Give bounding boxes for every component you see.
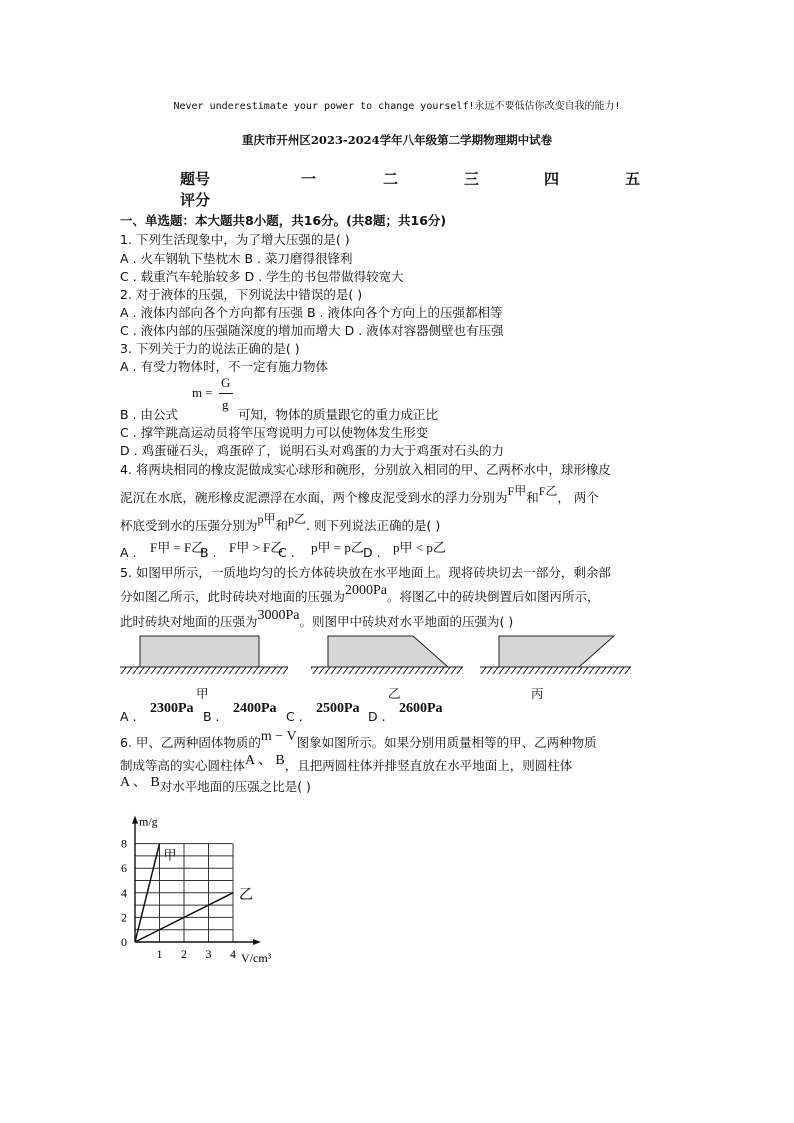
q3-option-c: C . 撑竿跳高运动员将竿压弯说明力可以使物体发生形变 — [120, 425, 429, 440]
q4-line3-prefix: 杯底受到水的压强分别为 — [120, 518, 258, 533]
section-heading: 一、单选题：本大题共8小题，共16分。(共8题；共16分) — [120, 213, 447, 228]
x-axis-arrow — [253, 939, 261, 945]
q5-line2 — [120, 583, 600, 606]
q4-and2: 和 — [275, 518, 289, 533]
q2-options-cd: C . 液体内部的压强随深度的增加而增大 D . 液体对容器侧壁也有压强 — [120, 323, 504, 338]
brick-yi — [311, 636, 463, 674]
q4-opt-c-label: C . — [278, 545, 295, 560]
brick-jia — [120, 636, 288, 674]
q5-p1: 2000Pa — [345, 583, 388, 598]
q4-line2-suffix: ， 两个 — [557, 490, 599, 505]
p-yi: p乙 — [288, 512, 307, 526]
q4-opt-d: p甲 < p乙 — [393, 540, 446, 555]
q4-opt-d-label: D . — [363, 545, 381, 560]
q1-options-cd: C . 载重汽车轮胎较多 D . 学生的书包带做得较宽大 — [120, 269, 404, 284]
q4-line2-prefix: 泥沉在水底，碗形橡皮泥漂浮在水面，两个橡皮泥受到水的浮力分别为 — [120, 490, 508, 505]
fraction-bar — [219, 393, 233, 394]
q6-line1-suffix: 图象如图所示。如果分别用质量相等的甲、乙两种物质 — [296, 735, 597, 750]
q6-mv: m − V — [260, 729, 297, 744]
q1-options-ab: A . 火车钢轨下垫枕木 B . 菜刀磨得很锋利 — [120, 251, 353, 266]
formula-denominator: g — [222, 397, 229, 412]
score-col-3: 三 — [464, 170, 480, 188]
x-tick-label: 3 — [205, 947, 212, 961]
fig-label-yi: 乙 — [388, 686, 401, 701]
q5-line2-prefix: 分如图乙所示，此时砖块对地面的压强为 — [120, 589, 346, 604]
x-tick-label: 4 — [230, 947, 236, 961]
formula-numerator: G — [221, 375, 231, 390]
q4-and1: 和 — [526, 490, 539, 505]
q4-opt-a: F甲 = F乙 — [150, 540, 205, 555]
q5-line2-suffix: 。将图乙中的砖块倒置后如图丙所示， — [387, 589, 600, 604]
q3-option-b-prefix: B . 由公式 — [120, 407, 178, 422]
q3-stem: 3. 下列关于力的说法正确的是( ) — [120, 341, 300, 356]
q6-ab2: A 、 B — [120, 775, 160, 790]
x-tick-label: 2 — [181, 947, 187, 961]
q6-line2-suffix: ，且把两圆柱体并排竖直放在水平地面上，则圆柱体 — [284, 758, 573, 773]
q6-line3-suffix: 对水平地面的压强之比是( ) — [159, 779, 311, 794]
q6-mv-chart — [112, 810, 302, 962]
q6-line1-prefix: 6. 甲、乙两种固体物质的 — [120, 735, 261, 750]
q5-opt-b-label: B . — [203, 709, 220, 724]
q4-opt-a-label: A . — [120, 545, 137, 560]
q1-stem: 1. 下列生活现象中，为了增大压强的是( ) — [120, 232, 350, 247]
q5-line3-prefix: 此时砖块对地面的压强为 — [120, 614, 258, 629]
q2-options-ab: A . 液体内部向各个方向都有压强 B . 液体向各个方向上的压强都相等 — [120, 305, 503, 320]
score-col-1: 一 — [301, 170, 317, 188]
q5-opt-c-label: C . — [286, 709, 303, 724]
q4-opt-b-label: B . — [200, 545, 217, 560]
q6-ab1: A 、 B — [245, 753, 285, 768]
score-col-4: 四 — [544, 170, 560, 188]
q6-line1 — [120, 729, 597, 752]
q4-line3-suffix: . 则下列说法正确的是( ) — [306, 518, 441, 533]
p-jia: p甲 — [257, 512, 276, 526]
q5-p2: 3000Pa — [257, 608, 300, 623]
q5-line1: 5. 如图甲所示，一质地均匀的长方体砖块放在水平地面上。现将砖块切去一部分，剩余部 — [120, 565, 611, 580]
y-axis-arrow — [132, 816, 138, 824]
y-tick-label: 2 — [121, 910, 127, 925]
y-tick-label: 8 — [121, 836, 127, 851]
q6-line2 — [120, 755, 572, 775]
fig-label-jia: 甲 — [196, 686, 209, 701]
y-tick-label: 4 — [121, 885, 127, 900]
x-axis-label: V/cm³ — [241, 951, 272, 962]
y-tick-label: 0 — [121, 935, 127, 949]
x-tick-label: 1 — [156, 947, 163, 961]
q4-line3 — [120, 512, 441, 534]
q6-line3 — [120, 776, 311, 796]
q2-stem: 2. 对于液体的压强，下列说法中错误的是( ) — [120, 287, 363, 302]
q3-option-d: D . 鸡蛋碰石头，鸡蛋碎了，说明石头对鸡蛋的力大于鸡蛋对石头的力 — [120, 443, 505, 458]
motto: Never underestimate your power to change yourself!永远不要低估你改变自我的能力! — [173, 101, 621, 112]
score-label: 评分 — [180, 191, 211, 209]
q5-opt-d-label: D . — [368, 709, 386, 724]
q5-line3-suffix: 。则图甲中砖块对水平地面的压强为( ) — [299, 614, 514, 629]
q5-opt-d: 2600Pa — [399, 701, 443, 716]
q4-opt-c: p甲 = p乙 — [311, 540, 364, 555]
page-title: 重庆市开州区2023-2024学年八年级第二学期物理期中试卷 — [241, 133, 553, 147]
q4-line1: 4. 将两块相同的橡皮泥做成实心球形和碗形，分别放入相同的甲、乙两杯水中，球形橡皮 — [120, 462, 611, 477]
series-label: 乙 — [239, 887, 253, 903]
score-col-5: 五 — [625, 170, 641, 188]
series-label: 甲 — [163, 847, 177, 863]
formula-lhs: m = — [192, 385, 213, 400]
score-row-label: 题号 — [180, 170, 211, 188]
q5-opt-b: 2400Pa — [233, 701, 277, 716]
q4-line2 — [120, 484, 599, 506]
q5-opt-c: 2500Pa — [316, 701, 360, 716]
q3-option-a: A . 有受力物体时，不一定有施力物体 — [120, 359, 328, 374]
q5-brick-figure — [118, 622, 638, 684]
q5-opt-a-label: A . — [120, 709, 137, 724]
q4-opt-b: F甲 > F乙 — [229, 540, 284, 555]
q3-option-b-suffix: 可知，物体的质量跟它的重力成正比 — [238, 407, 439, 422]
y-tick-label: 6 — [121, 861, 127, 876]
y-axis-label: m/g — [139, 814, 158, 829]
f-yi: F乙 — [538, 484, 558, 498]
f-jia: F甲 — [507, 484, 527, 498]
score-col-2: 二 — [383, 170, 399, 188]
q6-line2-prefix: 制成等高的实心圆柱体 — [120, 758, 246, 773]
q5-opt-a: 2300Pa — [150, 701, 194, 716]
fig-label-bing: 丙 — [531, 686, 544, 701]
brick-bing — [480, 636, 631, 674]
